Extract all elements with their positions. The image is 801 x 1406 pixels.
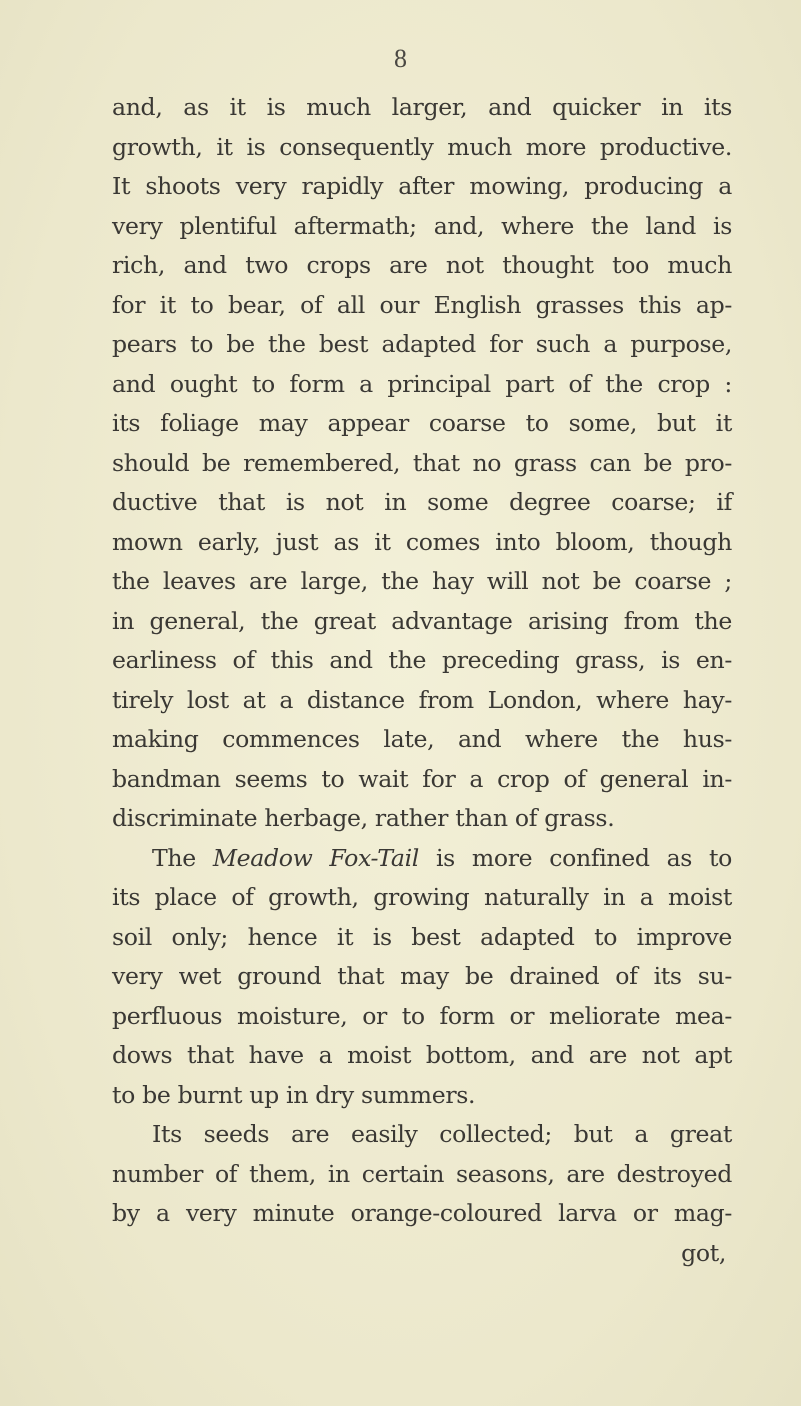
paragraph-1: [112, 88, 732, 839]
text-line: for it to bear, of all our English grasses this ap-: [112, 290, 732, 319]
text-line: in general, the great advantage arising from the: [112, 606, 732, 635]
text-fragment: is more confined as to: [418, 843, 733, 872]
text-line: pears to be the best adapted for such a purpose,: [112, 330, 732, 358]
text-line: its place of growth, growing naturally in a moist: [112, 883, 732, 911]
text-line: perfluous moisture, or to form or meliorate mea-: [112, 1001, 732, 1030]
page-number: 8: [394, 44, 407, 73]
text-line: to be burnt up in dry summers.: [112, 1080, 476, 1109]
text-line: Its seeds are easily collected; but a great: [152, 1120, 732, 1148]
text-line: It shoots very rapidly after mowing, producing a: [112, 172, 732, 200]
text-line: its foliage may appear coarse to some, but it: [112, 409, 732, 437]
text-line: rich, and two crops are not thought too much: [112, 251, 732, 279]
text-line: number of them, in certain seasons, are destroyed: [112, 1159, 732, 1188]
text-line: should be remembered, that no grass can be pro-: [112, 448, 732, 477]
text-line: earliness of this and the preceding grass, is en-: [112, 646, 732, 674]
text-line: very plentiful aftermath; and, where the land is: [112, 211, 732, 240]
text-line: soil only; hence it is best adapted to improve: [112, 922, 732, 951]
body-text: [112, 88, 732, 1273]
text-line: and ought to form a principal part of the crop :: [112, 369, 732, 398]
text-line: the leaves are large, the hay will not be coarse ;: [112, 567, 732, 595]
text-line: mown early, just as it comes into bloom, though: [112, 527, 732, 556]
text-fragment: The: [152, 843, 213, 872]
text-line: ductive that is not in some degree coarse; if: [112, 488, 732, 516]
text-line: discriminate herbage, rather than of grass.: [112, 804, 615, 832]
text-line: bandman seems to wait for a crop of general in-: [112, 764, 732, 793]
text-line: making commences late, and where the hus-: [112, 725, 732, 753]
text-line: growth, it is consequently much more productive.: [112, 132, 732, 161]
text-line: dows that have a moist bottom, and are not apt: [112, 1041, 732, 1069]
text-line: tirely lost at a distance from London, where hay-: [112, 685, 732, 714]
text-line: [112, 839, 732, 879]
text-line: by a very minute orange-coloured larva or mag-: [112, 1199, 732, 1227]
catchword: got,: [681, 1238, 726, 1267]
paragraph-2: [112, 839, 732, 1116]
paragraph-3: [112, 1115, 732, 1234]
plant-name: Meadow Fox-Tail: [212, 843, 419, 872]
text-line: and, as it is much larger, and quicker in its: [112, 93, 732, 121]
text-line: very wet ground that may be drained of its su-: [112, 962, 732, 990]
